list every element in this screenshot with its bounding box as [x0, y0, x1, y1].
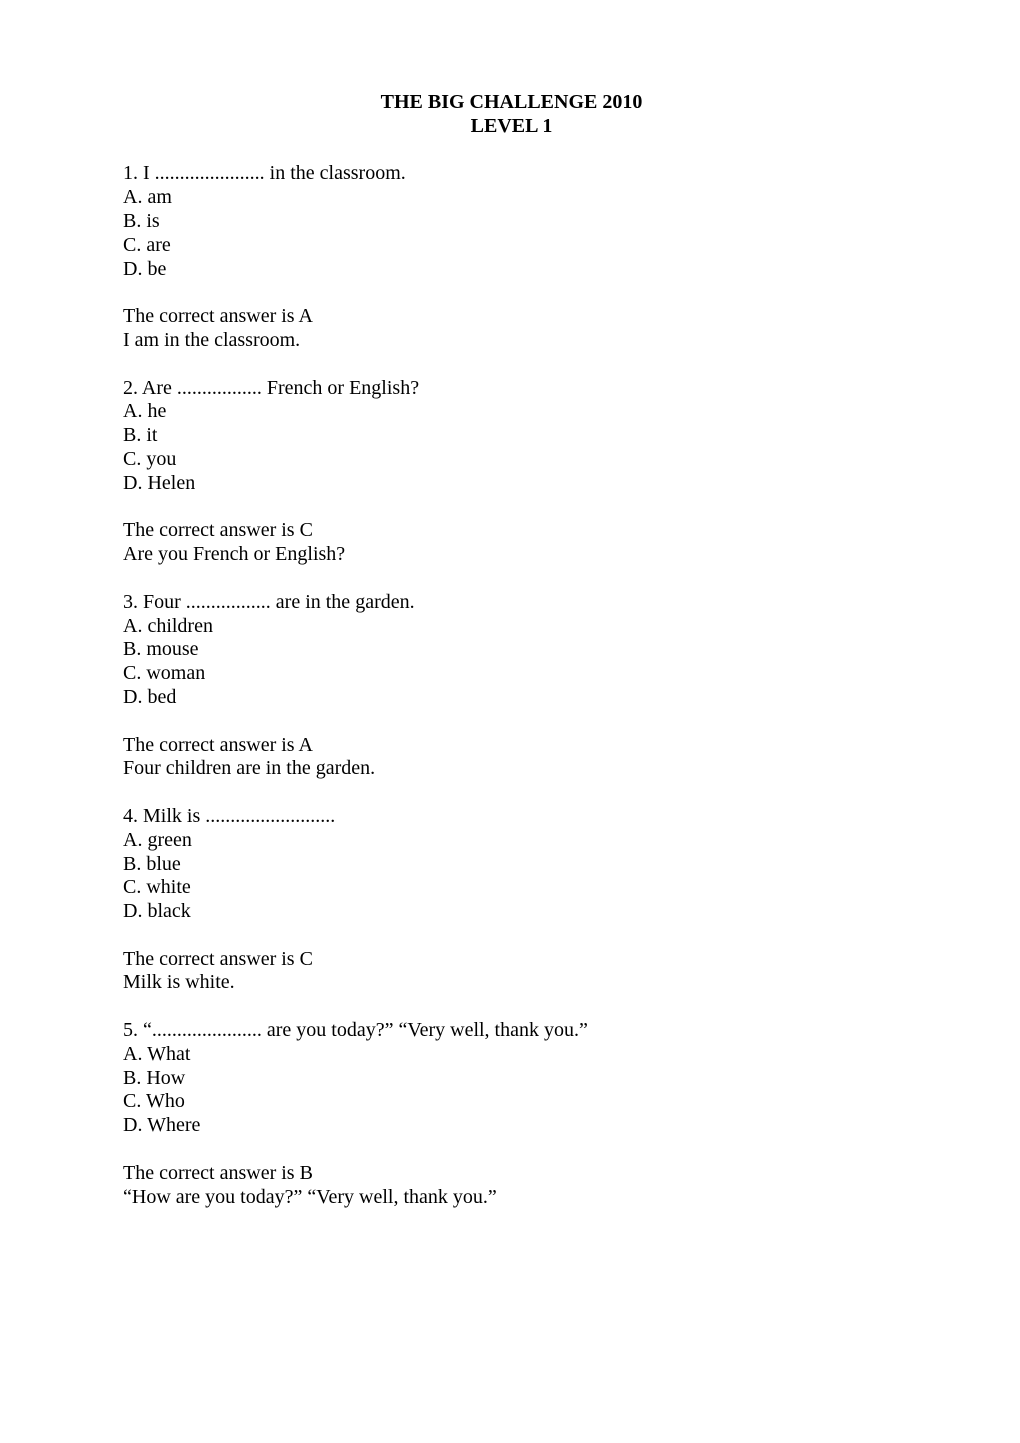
document-subtitle: LEVEL 1	[470, 114, 553, 137]
correct-answer-label: The correct answer is A	[123, 305, 313, 328]
answer-option-b: B. is	[123, 209, 160, 232]
document-header	[123, 91, 900, 139]
answer-option-d: D. Helen	[123, 471, 196, 494]
question-block-3	[123, 591, 900, 710]
question-prompt: 5. “...................... are you today?” “Very well, thank you.”	[123, 1019, 588, 1042]
correct-answer-label: The correct answer is C	[123, 519, 313, 542]
question-block-1	[123, 162, 900, 281]
answer-block-4	[123, 948, 900, 996]
correct-answer-sentence: I am in the classroom.	[123, 328, 301, 351]
answer-option-c: C. are	[123, 233, 171, 256]
answer-block-1	[123, 305, 900, 353]
question-prompt: 1. I ...................... in the classroom.	[123, 162, 406, 185]
answer-option-b: B. blue	[123, 852, 181, 875]
question-block-2	[123, 377, 900, 496]
answer-option-c: C. you	[123, 447, 177, 470]
answer-block-5	[123, 1162, 900, 1210]
answer-option-c: C. white	[123, 876, 191, 899]
answer-option-c: C. woman	[123, 662, 206, 685]
answer-option-b: B. it	[123, 424, 158, 447]
correct-answer-sentence: Are you French or English?	[123, 543, 346, 566]
question-prompt: 4. Milk is ..........................	[123, 804, 336, 827]
answer-option-b: B. How	[123, 1066, 186, 1089]
question-block-4	[123, 805, 900, 924]
answer-option-d: D. Where	[123, 1114, 201, 1137]
question-block-5	[123, 1019, 900, 1138]
correct-answer-sentence: Four children are in the garden.	[123, 757, 376, 780]
answer-option-d: D. bed	[123, 685, 177, 708]
answer-option-c: C. Who	[123, 1090, 185, 1113]
correct-answer-sentence: Milk is white.	[123, 971, 235, 994]
answer-option-a: A. green	[123, 828, 192, 851]
answer-block-3	[123, 734, 900, 782]
answer-option-d: D. black	[123, 900, 191, 923]
answer-option-a: A. am	[123, 186, 172, 209]
answer-option-b: B. mouse	[123, 638, 199, 661]
correct-answer-label: The correct answer is C	[123, 947, 313, 970]
answer-block-2	[123, 519, 900, 567]
document-title: THE BIG CHALLENGE 2010	[380, 91, 643, 113]
correct-answer-label: The correct answer is B	[123, 1161, 313, 1184]
answer-option-a: A. he	[123, 400, 167, 423]
question-prompt: 3. Four ................. are in the garden.	[123, 590, 415, 613]
answer-option-a: A. children	[123, 614, 213, 637]
correct-answer-label: The correct answer is A	[123, 733, 313, 756]
answer-option-a: A. What	[123, 1042, 191, 1065]
question-prompt: 2. Are ................. French or English?	[123, 376, 420, 399]
answer-option-d: D. be	[123, 257, 167, 280]
correct-answer-sentence: “How are you today?” “Very well, thank you.”	[123, 1185, 497, 1208]
